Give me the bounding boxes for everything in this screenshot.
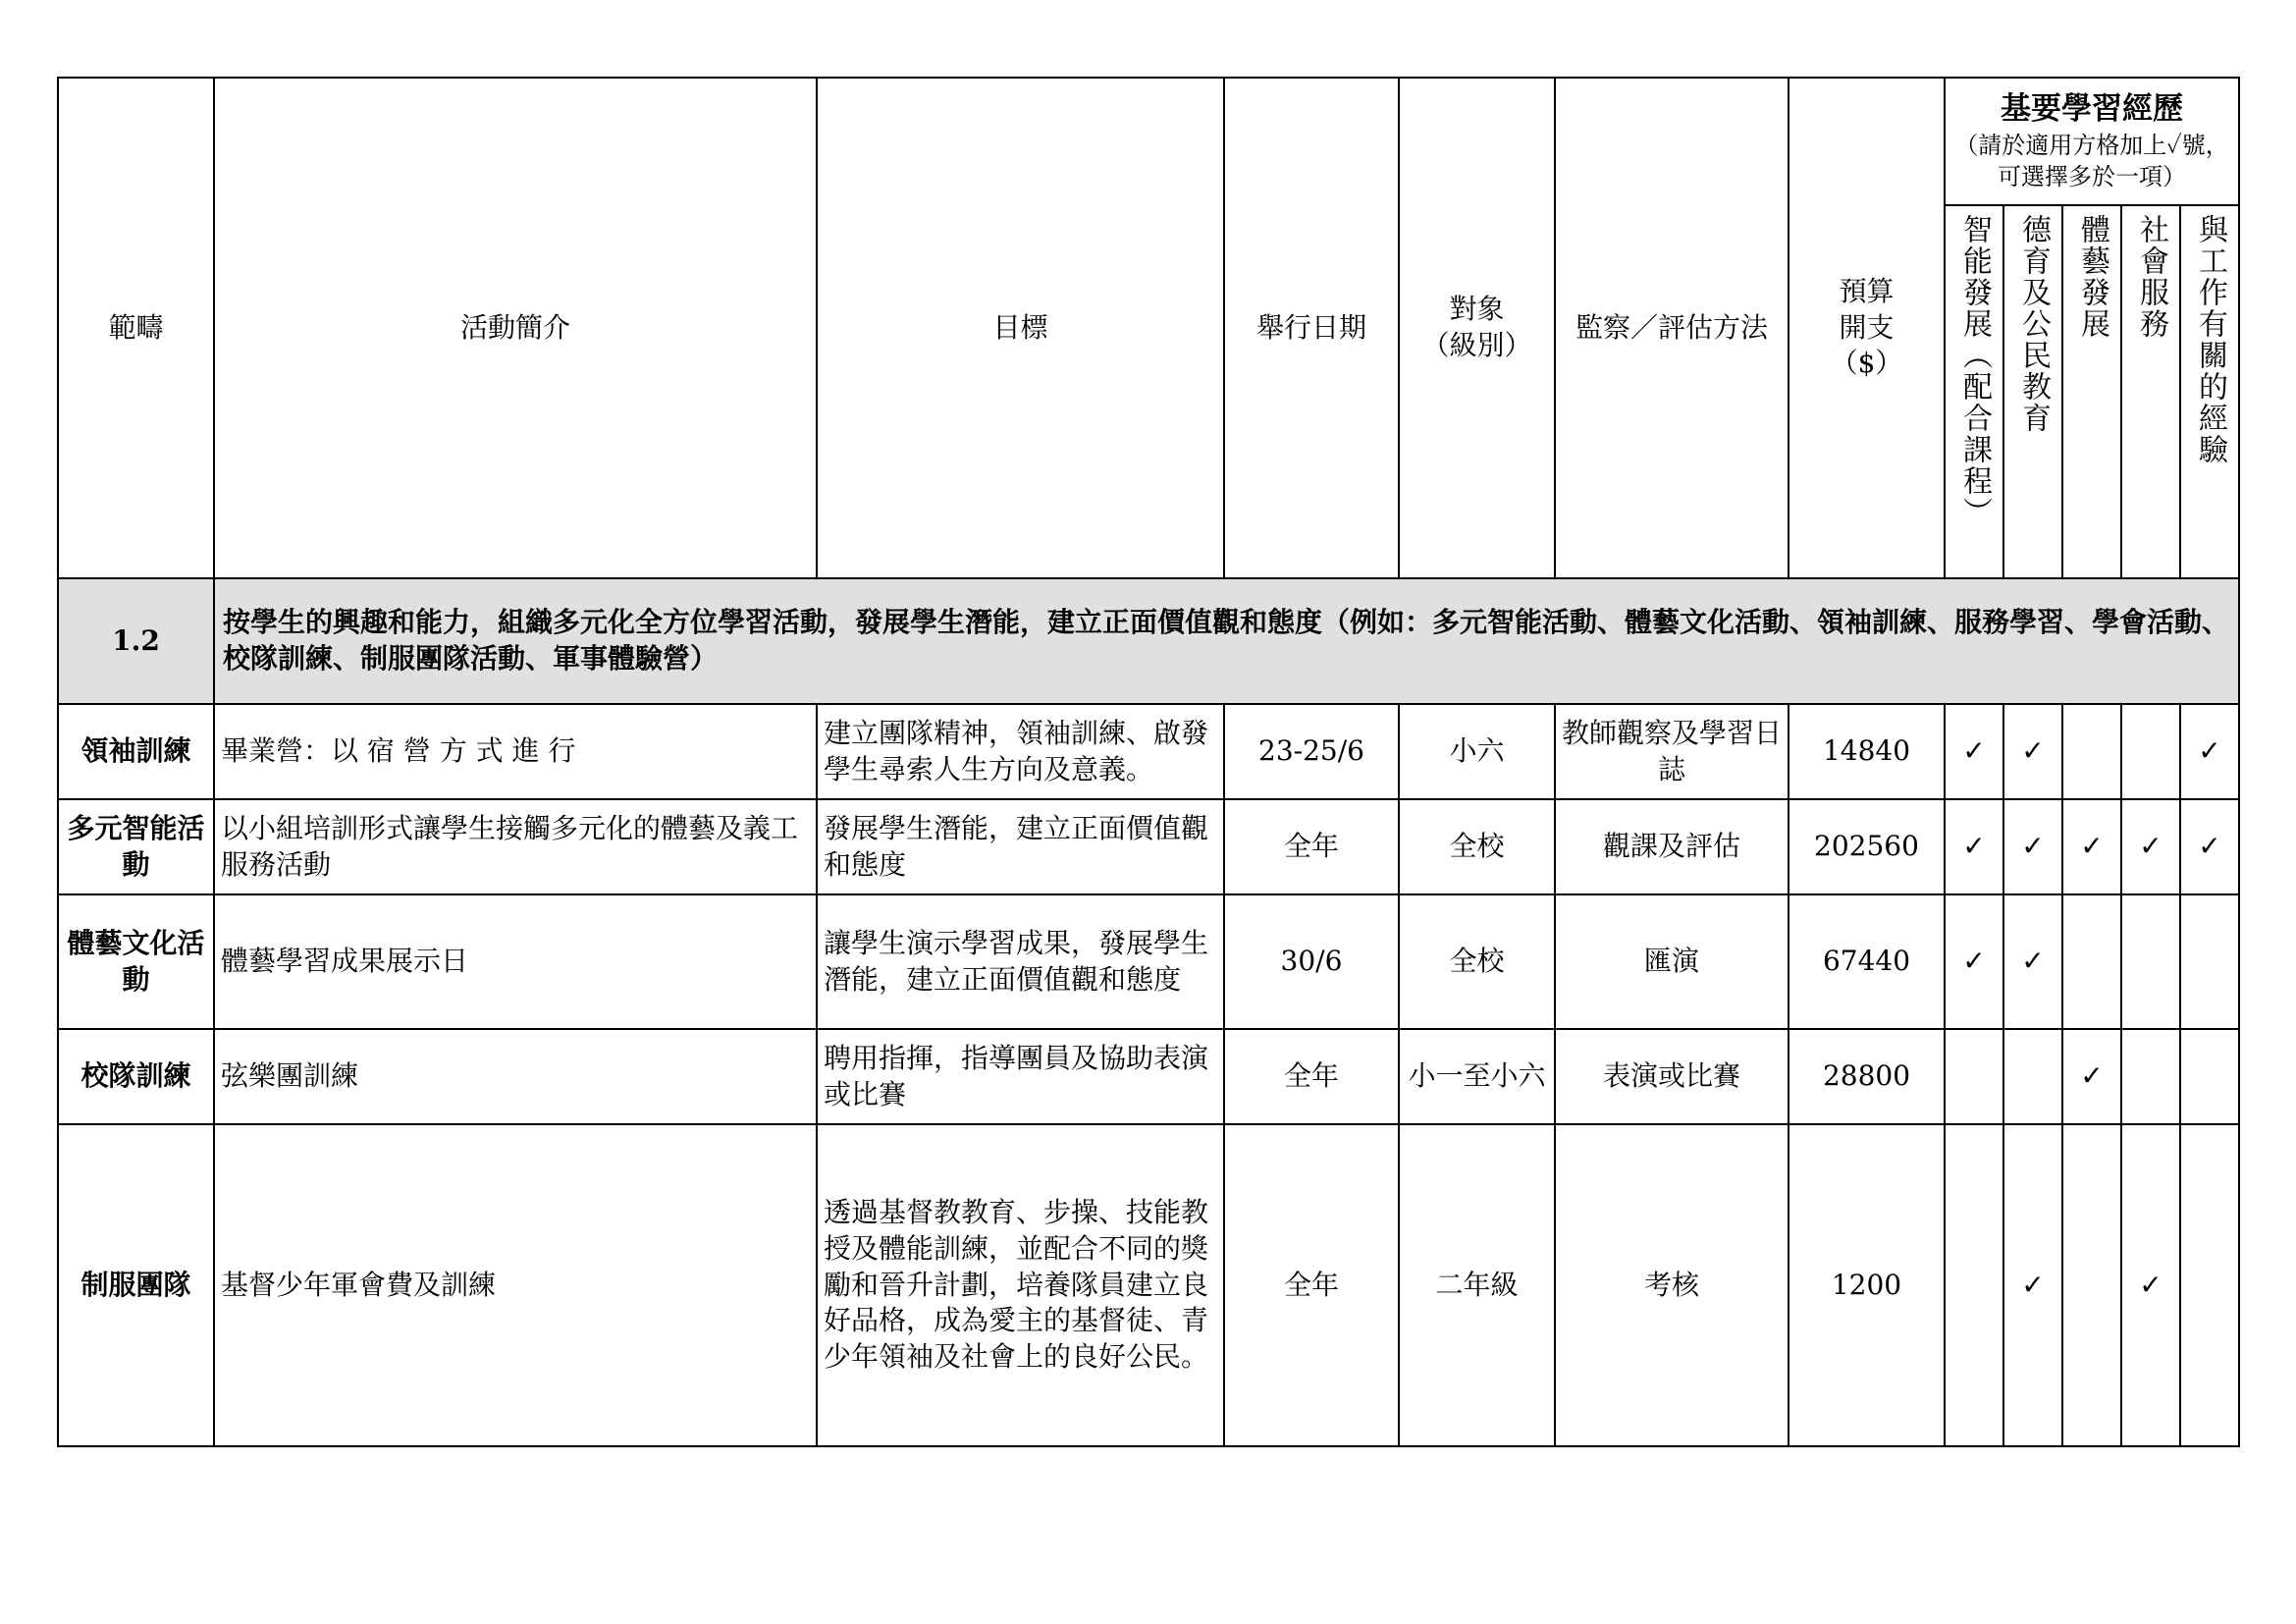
check-aesthetic: ✓	[2062, 799, 2121, 894]
check-intellectual: ✓	[1945, 799, 2003, 894]
section-number: 1.2	[58, 578, 214, 704]
header-date: 舉行日期	[1224, 78, 1399, 578]
check-community	[2121, 704, 2180, 799]
header-exp-career: 與工作有關的經驗	[2180, 205, 2239, 578]
learning-experiences-note-line2: 可選擇多於一項）	[1998, 163, 2187, 191]
row-target: 全校	[1399, 894, 1555, 1029]
row-category: 制服團隊	[58, 1124, 214, 1446]
learning-experiences-note-line1: （請於適用方格加上✓號，	[1954, 132, 2229, 160]
check-community: ✓	[2121, 799, 2180, 894]
activity-plan-table	[57, 77, 2240, 1447]
row-evaluation: 考核	[1555, 1124, 1789, 1446]
row-brief: 基督少年軍會費及訓練	[214, 1124, 817, 1446]
check-intellectual	[1945, 1029, 2003, 1124]
row-evaluation: 教師觀察及學習日誌	[1555, 704, 1789, 799]
check-intellectual	[1945, 1124, 2003, 1446]
table-row	[58, 799, 2239, 894]
check-career: ✓	[2180, 799, 2239, 894]
check-moral: ✓	[2003, 894, 2062, 1029]
check-moral: ✓	[2003, 1124, 2062, 1446]
check-career	[2180, 1029, 2239, 1124]
check-aesthetic	[2062, 1124, 2121, 1446]
header-category: 範疇	[58, 78, 214, 578]
row-budget: 14840	[1789, 704, 1945, 799]
row-goal: 發展學生潛能，建立正面價值觀和態度	[817, 799, 1224, 894]
row-budget: 202560	[1789, 799, 1945, 894]
section-description: 按學生的興趣和能力，組織多元化全方位學習活動，發展學生潛能，建立正面價值觀和態度（例如：多元智能活動、體藝文化活動、領袖訓練、服務學習、學會活動、校隊訓練、制服團隊活動、軍事體驗營）	[214, 578, 2239, 704]
row-date: 30/6	[1224, 894, 1399, 1029]
header-target-line1: 對象	[1449, 293, 1505, 326]
table-row	[58, 1029, 2239, 1124]
header-budget	[1789, 78, 1945, 578]
check-career: ✓	[2180, 704, 2239, 799]
table-row	[58, 1124, 2239, 1446]
check-moral: ✓	[2003, 799, 2062, 894]
header-budget-line3: （$）	[1830, 347, 1903, 380]
row-date: 23-25/6	[1224, 704, 1399, 799]
learning-experiences-title: 基要學習經歷	[2001, 91, 2184, 128]
check-community	[2121, 1029, 2180, 1124]
header-exp-community: 社會服務	[2121, 205, 2180, 578]
table-row	[58, 704, 2239, 799]
header-learning-experiences	[1945, 78, 2239, 205]
row-goal: 讓學生演示學習成果，發展學生潛能，建立正面價值觀和態度	[817, 894, 1224, 1029]
header-target-line2: （級別）	[1421, 329, 1532, 361]
row-category: 校隊訓練	[58, 1029, 214, 1124]
row-budget: 1200	[1789, 1124, 1945, 1446]
row-budget: 67440	[1789, 894, 1945, 1029]
row-brief: 體藝學習成果展示日	[214, 894, 817, 1029]
check-aesthetic: ✓	[2062, 1029, 2121, 1124]
check-aesthetic	[2062, 704, 2121, 799]
header-brief: 活動簡介	[214, 78, 817, 578]
row-category: 領袖訓練	[58, 704, 214, 799]
row-brief: 弦樂團訓練	[214, 1029, 817, 1124]
header-exp-aesthetic: 體藝發展	[2062, 205, 2121, 578]
table-row	[58, 894, 2239, 1029]
row-target: 全校	[1399, 799, 1555, 894]
row-brief: 畢業營：以 宿 營 方 式 進 行	[214, 704, 817, 799]
check-community: ✓	[2121, 1124, 2180, 1446]
row-target: 小六	[1399, 704, 1555, 799]
header-budget-line1: 預算	[1839, 274, 1895, 307]
row-category: 多元智能活動	[58, 799, 214, 894]
row-brief: 以小組培訓形式讓學生接觸多元化的體藝及義工服務活動	[214, 799, 817, 894]
row-evaluation: 觀課及評估	[1555, 799, 1789, 894]
row-date: 全年	[1224, 1124, 1399, 1446]
row-budget: 28800	[1789, 1029, 1945, 1124]
header-target	[1399, 78, 1555, 578]
check-intellectual: ✓	[1945, 894, 2003, 1029]
check-career	[2180, 1124, 2239, 1446]
row-goal: 透過基督教教育、步操、技能教授及體能訓練，並配合不同的獎勵和晉升計劃，培養隊員建立良好品格，成為愛主的基督徒、青少年領袖及社會上的良好公民。	[817, 1124, 1224, 1446]
row-evaluation: 匯演	[1555, 894, 1789, 1029]
row-date: 全年	[1224, 799, 1399, 894]
check-community	[2121, 894, 2180, 1029]
header-exp-intellectual: 智能發展（配合課程）	[1945, 205, 2003, 578]
header-exp-moral: 德育及公民教育	[2003, 205, 2062, 578]
header-budget-line2: 開支	[1839, 310, 1895, 344]
check-career	[2180, 894, 2239, 1029]
check-intellectual: ✓	[1945, 704, 2003, 799]
row-date: 全年	[1224, 1029, 1399, 1124]
check-moral: ✓	[2003, 704, 2062, 799]
row-target: 二年級	[1399, 1124, 1555, 1446]
header-evaluation: 監察／評估方法	[1555, 78, 1789, 578]
row-category: 體藝文化活動	[58, 894, 214, 1029]
row-evaluation: 表演或比賽	[1555, 1029, 1789, 1124]
row-goal: 建立團隊精神，領袖訓練、啟發學生尋索人生方向及意義。	[817, 704, 1224, 799]
header-goal: 目標	[817, 78, 1224, 578]
row-goal: 聘用指揮，指導團員及協助表演或比賽	[817, 1029, 1224, 1124]
check-aesthetic	[2062, 894, 2121, 1029]
check-moral	[2003, 1029, 2062, 1124]
row-target: 小一至小六	[1399, 1029, 1555, 1124]
